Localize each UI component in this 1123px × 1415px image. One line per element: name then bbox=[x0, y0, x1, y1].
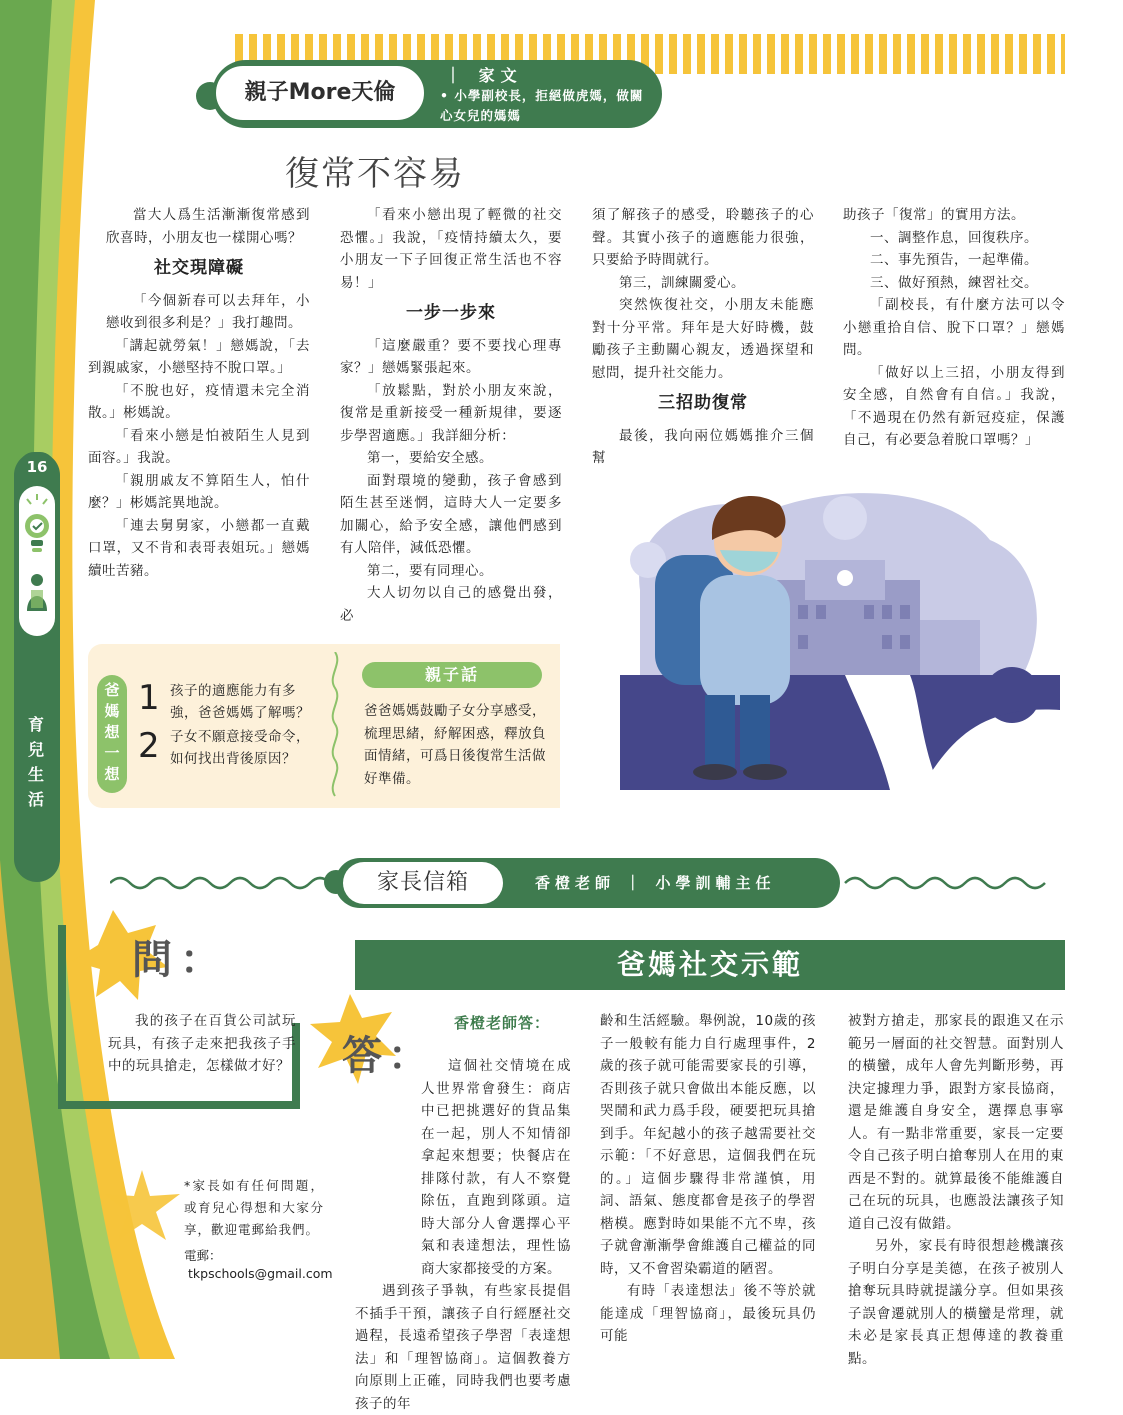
paragraph: 三、做好預熱，練習社交。 bbox=[870, 274, 1038, 291]
column-name: 親子More天倫 bbox=[244, 80, 396, 105]
paragraph: 「不脫也好，疫情還未完全消散。」彬媽說。 bbox=[88, 382, 310, 421]
article-column-4 bbox=[843, 204, 1065, 452]
answer-headline: 爸媽社交示範 bbox=[616, 948, 803, 981]
paragraph: 須了解孩子的感受，聆聽孩子的心聲。其實小孩子的適應能力很強，只要給予時間就行。 bbox=[592, 207, 814, 268]
parent-child-talk-text: 爸爸媽媽鼓勵子女分享感受，梳理思緒，紓解困惑，釋放負面情緒，可爲日後復常生活做好準備。 bbox=[364, 703, 546, 787]
article-title: 復常不容易 bbox=[285, 154, 465, 194]
paragraph: 最後，我向兩位媽媽推介三個幫 bbox=[592, 427, 814, 466]
subheading: 社交現障礙 bbox=[154, 258, 244, 278]
paragraph: 大人切勿以自己的感覺出發，必 bbox=[340, 585, 562, 624]
paragraph: 「連去舅舅家，小戀都一直戴口罩，又不肯和表哥表姐玩。」戀媽續吐苦豬。 bbox=[88, 517, 310, 579]
article-column-2 bbox=[340, 204, 562, 627]
page-number: 16 bbox=[26, 458, 48, 476]
paragraph: 遇到孩子爭執，有些家長提倡不插手干預，讓孩子自行經歷社交過程，長遠希望孩子學習「表達想法」和「理智協商」。這個教養方向原則上正確，同時我們也要考慮孩子的年 bbox=[355, 1283, 571, 1412]
question-1: 孩子的適應能力有多強，爸爸媽媽了解嗎？ bbox=[170, 683, 310, 721]
paragraph: 「看來小戀出現了輕微的社交恐懼。」我說，「疫情持續太久，要小朋友一下子回復正常生活也不容易！」 bbox=[340, 207, 562, 291]
paragraph: 「副校長，有什麼方法可以令小戀重拾自信、脫下口罩？」戀媽問。 bbox=[843, 297, 1065, 358]
mailbox-title: 家長信箱 bbox=[376, 870, 469, 895]
paragraph: 這個社交情境在成人世界常會發生：商店中已把挑選好的貨品集在一起，別人不知情卻拿起來想要；快餐店在排隊付款，有人不察覺除伍，直跑到隊頭。這時大部分人會選擇心平氣和表達想法，理性協商大家都接受的方案。 bbox=[421, 1058, 571, 1277]
question-label: 問： bbox=[132, 937, 228, 983]
answer-by: 香橙老師答： bbox=[454, 1014, 551, 1032]
paragraph: 另外，家長有時很想趁機讓孩子明白分享是美德，在孩子被別人搶奪玩具時就提議分享。但如果孩子誤會遷就別人的橫蠻是常理，就未必是家長真正想傳達的教養重點。 bbox=[848, 1238, 1064, 1367]
answer-column-1 bbox=[355, 1055, 571, 1415]
paragraph: 「看來小戀是怕被陌生人見到面容。」我說。 bbox=[88, 427, 310, 466]
paragraph: 一、調整作息，回復秩序。 bbox=[870, 229, 1038, 246]
page-number-badge bbox=[19, 452, 55, 482]
article-column-3 bbox=[592, 204, 814, 470]
question-2-number: 2 bbox=[138, 726, 160, 766]
lightbulb-parent-icon bbox=[19, 486, 55, 636]
answer-label: 答： bbox=[342, 1033, 434, 1079]
contact-note: *家長如有任何問題，或育兒心得想和大家分享，歡迎電郵給我們。 bbox=[184, 1178, 324, 1237]
parent-child-talk-title: 親子話 bbox=[362, 662, 542, 688]
subheading: 一步一步來 bbox=[406, 303, 496, 323]
think-box-label: 爸媽想一想 bbox=[104, 681, 120, 783]
paragraph: 第一，要給安全感。 bbox=[367, 450, 493, 466]
paragraph: 「講起就勞氣！」戀媽說，「去到親戚家，小戀堅持不脫口罩。」 bbox=[88, 337, 310, 376]
mailbox-author-line: 香橙老師 ｜ 小學訓輔主任 bbox=[535, 874, 776, 892]
paragraph: 助孩子「復常」的實用方法。 bbox=[843, 207, 1025, 223]
author-bio: • 小學副校長，拒絕做虎媽，做關心女兒的媽媽 bbox=[440, 88, 644, 123]
paragraph: 齡和生活經驗。舉例說，10歲的孩子一般較有能力自行處理事件，2歲的孩子就可能需要家長的引導，否則孩子就只會做出本能反應，以哭鬧和武力爲手段，硬要把玩具搶到手。年紀越小的孩子越需要社交示範：「不好意思，這個我們在玩的。」這個步驟得非常謹慎，用詞、語氣、態度都會是孩子的學習楷模。應對時如果能不亢不卑，孩子就會漸漸學會維護自己權益的同時，又不會習染霸道的陋習。 bbox=[600, 1013, 816, 1277]
paragraph: 二、事先預告，一起準備。 bbox=[870, 252, 1038, 268]
email-label: 電郵： bbox=[184, 1248, 222, 1263]
answer-column-3 bbox=[848, 1010, 1064, 1370]
paragraph: 第二，要有同理心。 bbox=[367, 562, 493, 579]
paragraph: 「親朋戚友不算陌生人，怕什麼？」彬媽詫異地說。 bbox=[88, 472, 310, 511]
lightbulb-icon bbox=[19, 486, 55, 636]
paragraph: 「做好以上三招，小朋友得到安全感，自然會有自信。」我說，「不過現在仍然有新冠疫症，保護自己，有必要急着脫口罩嗎？」 bbox=[843, 364, 1065, 448]
answer-column-2 bbox=[600, 1010, 816, 1348]
subheading: 三招助復常 bbox=[658, 393, 748, 413]
wavy-divider bbox=[327, 652, 343, 802]
paragraph: 突然恢復社交，小朋友未能應對十分平常。拜年是大好時機，鼓勵孩子主動關心親友，透過探望和慰問，提升社交能力。 bbox=[592, 297, 814, 381]
section-label: 育兒生活 bbox=[27, 715, 44, 809]
paragraph: 第三，訓練關愛心。 bbox=[619, 274, 745, 291]
paragraph: 當大人爲生活漸漸復常感到欣喜時，小朋友也一樣開心嗎？ bbox=[106, 207, 310, 246]
paragraph: 有時「表達想法」後不等於就能達成「理智協商」，最後玩具仍可能 bbox=[600, 1283, 816, 1344]
question-2: 子女不願意接受命令，如何找出背後原因？ bbox=[170, 729, 310, 767]
paragraph: 被對方搶走，那家長的跟進又在示範另一層面的社交智慧。面對別人的橫蠻，成年人會先判斷形勢，再決定據理力爭，跟對方家長協商，還是維護自身安全，選擇息事寧人。有一點非常重要，家長一定要令自己孩子明白搶奪別人在用的東西是不對的。就算最後不能維護自己在玩的玩具，也應設法讓孩子知道自己沒有做錯。 bbox=[848, 1013, 1064, 1232]
boy-with-mask-illustration bbox=[620, 480, 1060, 790]
author-name-text: 家文 bbox=[478, 66, 523, 85]
paragraph: 「放鬆點，對於小朋友來說，復常是重新接受一種新規律，要逐步學習適應。」我詳細分析： bbox=[340, 382, 562, 444]
article-column-1 bbox=[88, 204, 310, 582]
star-decoration bbox=[92, 1170, 182, 1250]
paragraph: 「今個新春可以去拜年，小戀收到很多利是？」我打趣問。 bbox=[106, 292, 310, 331]
email-address: tkpschools@gmail.com bbox=[188, 1266, 333, 1281]
author-name: ｜ 家文 bbox=[445, 66, 523, 85]
paragraph: 「這麼嚴重？要不要找心理專家？」戀媽緊張起來。 bbox=[340, 337, 562, 376]
question-1-number: 1 bbox=[138, 678, 160, 718]
question-text: 我的孩子在百貨公司試玩玩具，有孩子走來把我孩子手中的玩具搶走，怎樣做才好？ bbox=[108, 1013, 296, 1074]
paragraph: 面對環境的變動，孩子會感到陌生甚至迷惘，這時大人一定要多加關心，給予安全感，讓他們感到有人陪伴，減低恐懼。 bbox=[340, 472, 562, 556]
